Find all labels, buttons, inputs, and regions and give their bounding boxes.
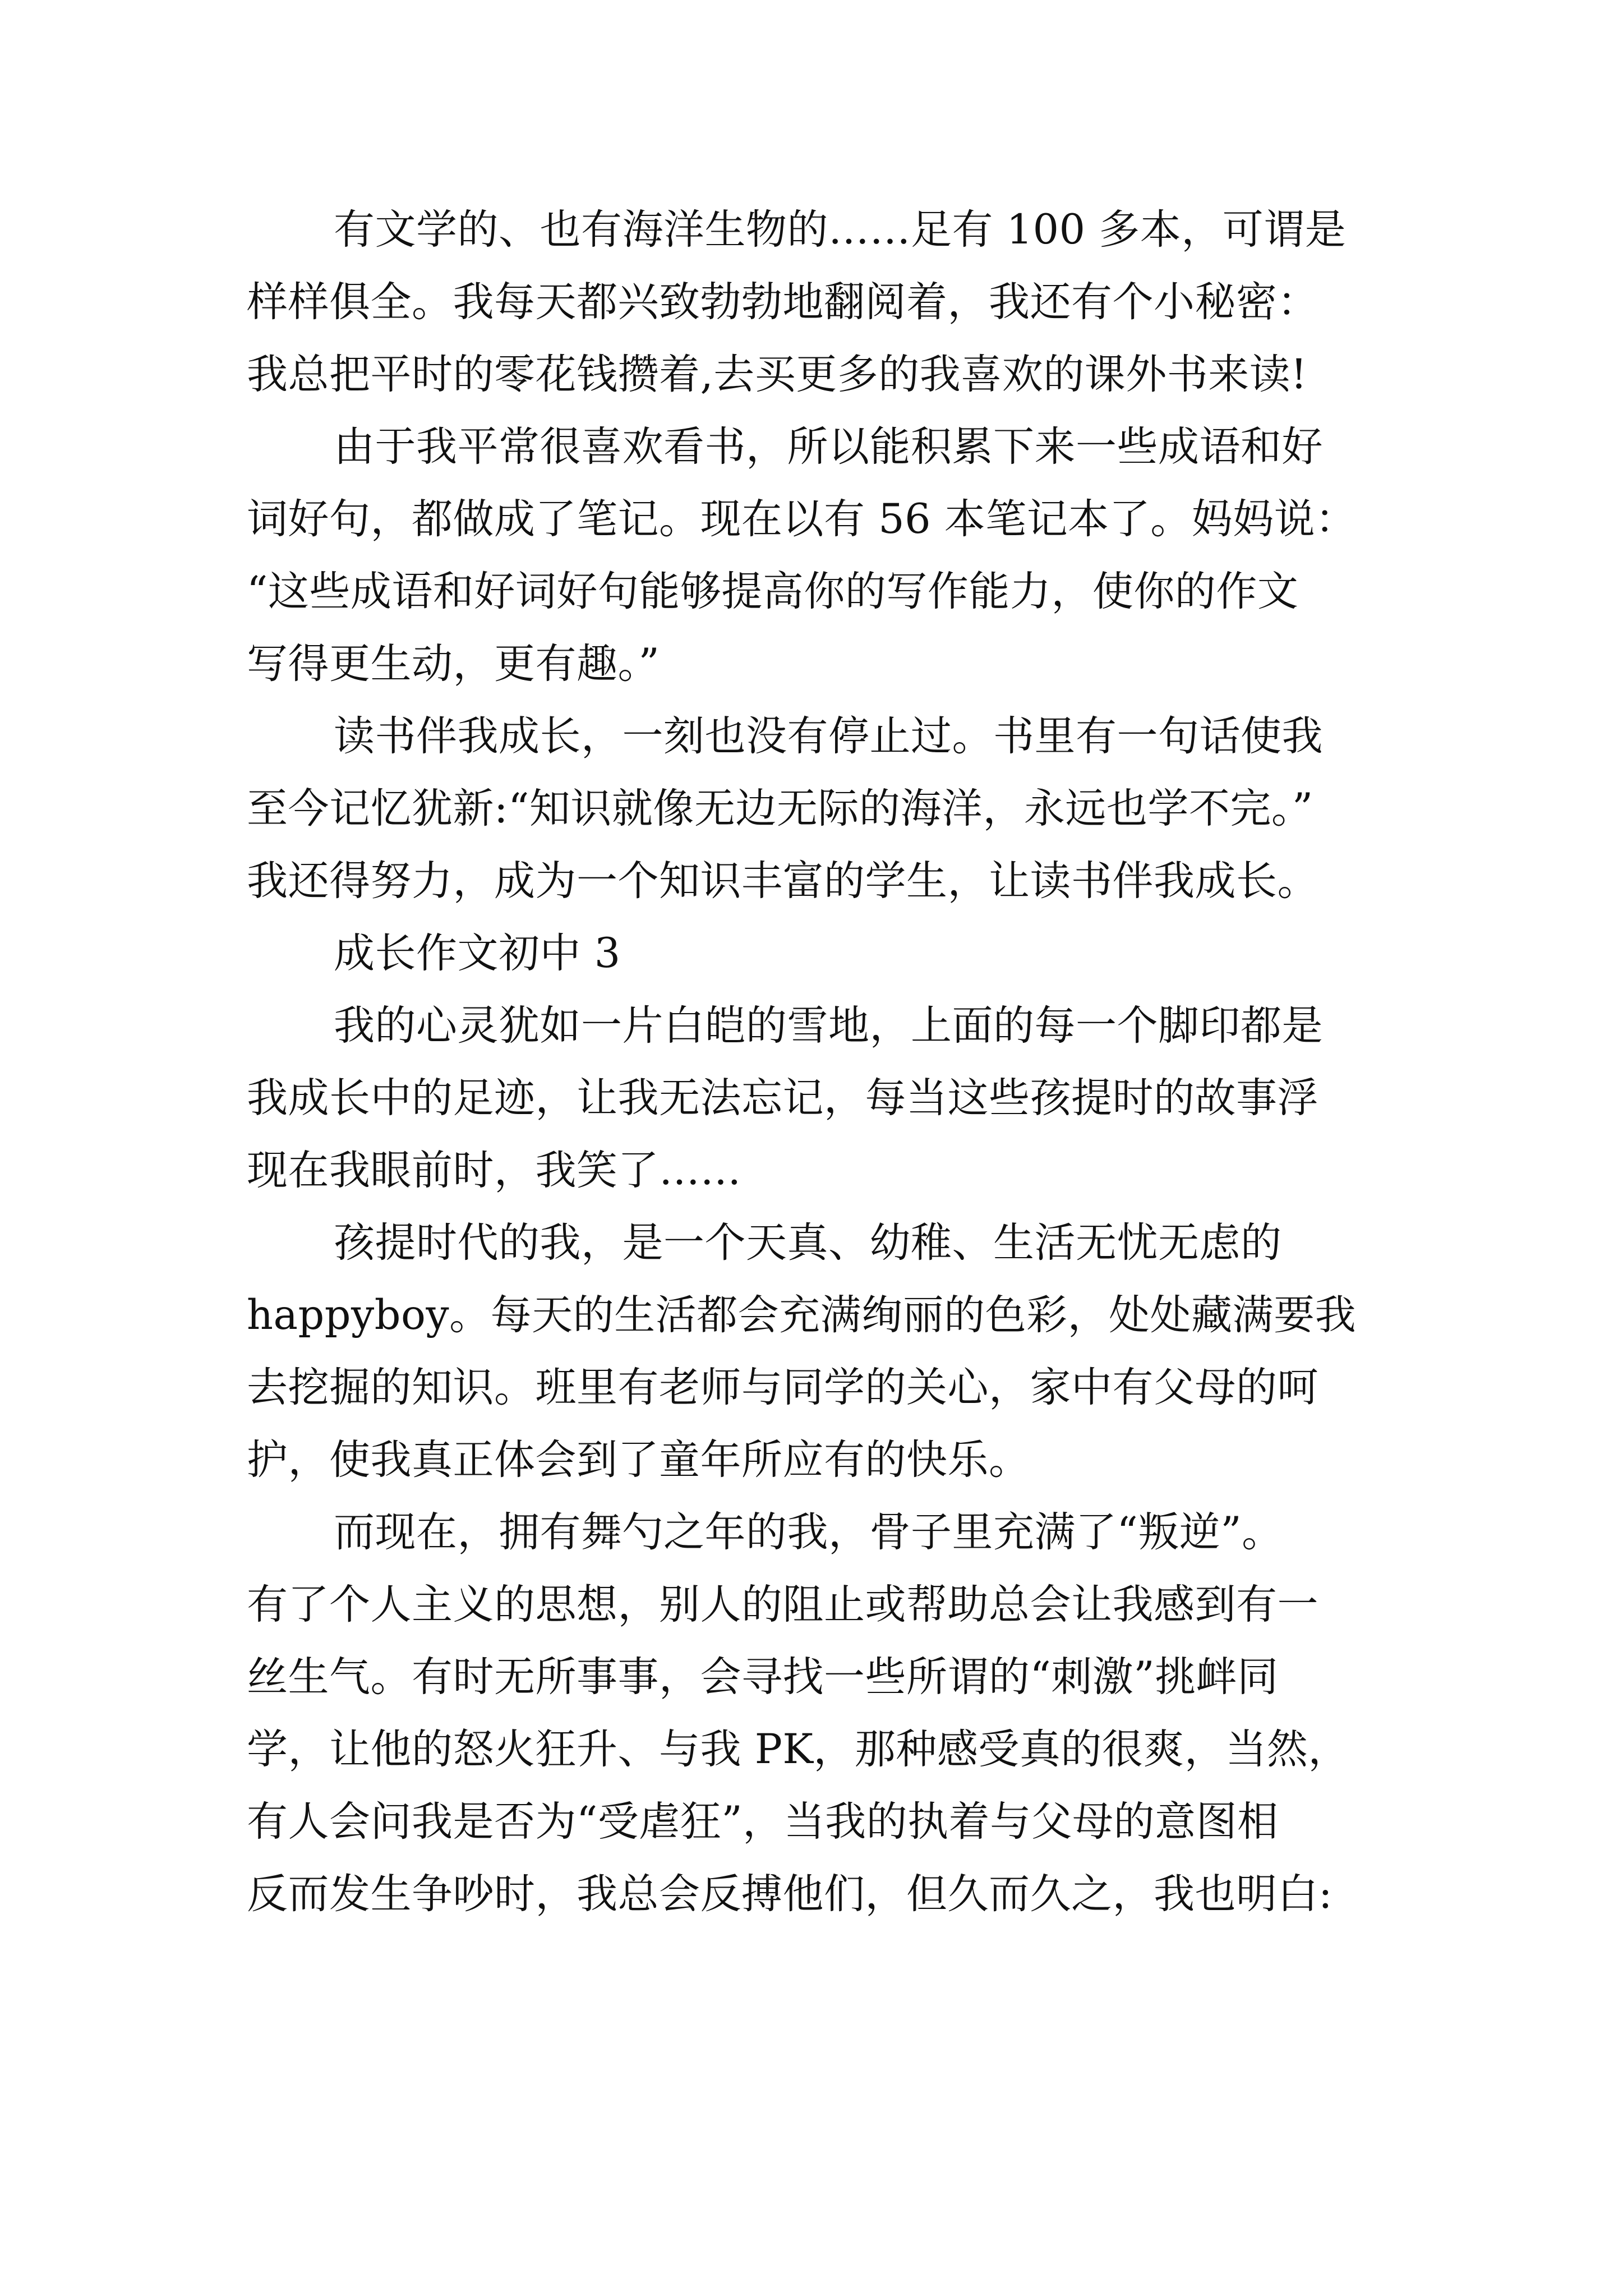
text-line: 读书伴我成长，一刻也没有停止过。书里有一句话使我 (334, 712, 1323, 760)
text-line: 我的心灵犹如一片白皑的雪地，上面的每一个脚印都是 (334, 1002, 1323, 1050)
text-line: 现在我眼前时，我笑了…… (247, 1147, 741, 1194)
text-line: 去挖掘的知识。班里有老师与同学的关心，家中有父母的呵 (247, 1364, 1318, 1411)
document-body (247, 202, 1391, 1939)
text-line: 护，使我真正体会到了童年所应有的快乐。 (247, 1436, 1030, 1484)
text-line: 孩提时代的我，是一个天真、幼稚、生活无忧无虑的 (334, 1219, 1282, 1267)
text-line: 词好句，都做成了笔记。现在以有 56 本笔记本了。妈妈说： (247, 495, 1357, 543)
text-line: happyboy。每天的生活都会充满绚丽的色彩，处处藏满要我 (247, 1291, 1357, 1339)
text-line: 而现在，拥有舞勺之年的我，骨子里充满了“叛逆”。 (334, 1508, 1283, 1556)
text-line: 我总把平时的零花钱攒着,去买更多的我喜欢的课外书来读! (247, 351, 1308, 398)
text-line: 有人会问我是否为“受虐狂”，当我的执着与父母的意图相 (247, 1798, 1279, 1846)
text-line: 有文学的、也有海洋生物的……足有 100 多本，可谓是 (334, 206, 1347, 254)
text-line: 学，让他的怒火狂升、与我 PK，那种感受真的很爽，当然， (247, 1726, 1349, 1773)
section-heading: 成长作文初中 3 (334, 930, 621, 977)
text-line: 我成长中的足迹，让我无法忘记，每当这些孩提时的故事浮 (247, 1074, 1318, 1122)
text-line: 丝生气。有时无所事事，会寻找一些所谓的“刺激”挑衅同 (247, 1653, 1279, 1701)
text-line: 由于我平常很喜欢看书，所以能积累下来一些成语和好 (334, 423, 1323, 471)
text-line: 样样俱全。我每天都兴致勃勃地翻阅着，我还有个小秘密： (247, 278, 1318, 326)
text-line: 我还得努力，成为一个知识丰富的学生，让读书伴我成长。 (247, 857, 1318, 905)
text-line: 写得更生动，更有趣。” (247, 640, 660, 688)
text-line: 有了个人主义的思想，别人的阻止或帮助总会让我感到有一 (247, 1581, 1318, 1628)
text-line: “这些成语和好词好句能够提高你的写作能力，使你的作文 (247, 568, 1299, 615)
text-line: 至今记忆犹新:“知识就像无边无际的海洋，永远也学不完。” (247, 785, 1313, 832)
text-line: 反而发生争吵时，我总会反搏他们，但久而久之，我也明白: (247, 1870, 1333, 1918)
